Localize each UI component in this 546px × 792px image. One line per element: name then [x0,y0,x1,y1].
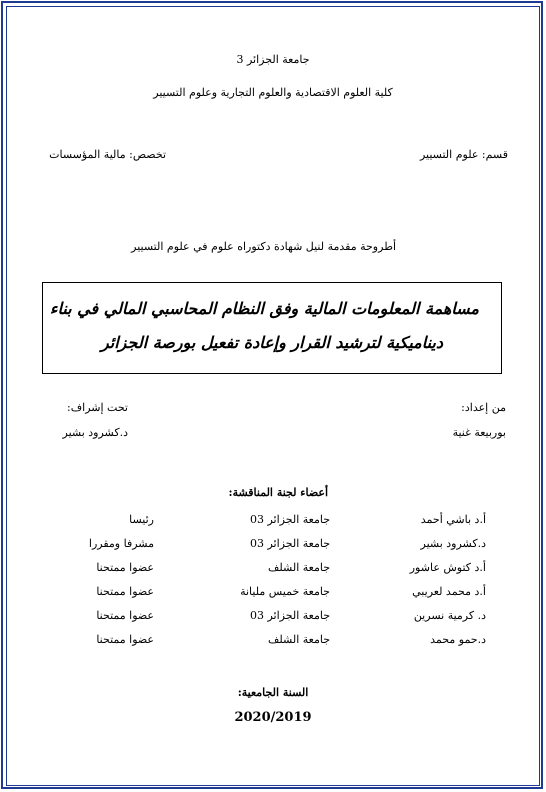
member-role: عضوا ممتحنا [96,609,154,622]
university-name: جامعة الجزائر 3 [236,53,310,66]
thesis-title-line-2: ديناميكية لترشيد القرار وإعادة تفعيل بورصة الجزائر [100,333,443,352]
committee-row [0,561,546,577]
member-name: أ.د محمد لعريبي [412,585,486,598]
committee-row [0,633,546,649]
supervision-label: تحت إشراف: [67,401,128,414]
member-role: رئيسا [129,513,154,526]
member-role: مشرفا ومقررا [88,537,154,550]
thesis-label: أطروحة مقدمة لنيل شهادة دكتوراه علوم في علوم التسيير [131,240,396,253]
thesis-title-box [42,282,502,374]
member-name: د.كشرود بشير [420,537,486,550]
academic-year-value: 2020/2019 [234,710,312,725]
committee-row [0,537,546,553]
thesis-title-line-1: مساهمة المعلومات المالية وفق النظام المحاسبي المالي في بناء [49,299,479,318]
member-university: جامعة الجزائر 03 [249,609,330,622]
member-university: جامعة خميس مليانة [240,585,330,598]
member-university: جامعة الجزائر 03 [249,537,330,550]
academic-year-label: السنة الجامعية: [237,686,309,699]
department-label: قسم: علوم التسيير [419,148,508,161]
supervisor-name: د.كشرود بشير [62,426,128,439]
member-university: جامعة الشلف [268,561,330,574]
committee-row [0,609,546,625]
faculty-name: كلية العلوم الاقتصادية والعلوم التجارية وعلوم التسيير [153,86,393,99]
member-name: أ.د باشي أحمد [420,513,486,526]
member-name: أ.د كتوش عاشور [409,561,486,574]
committee-heading: أعضاء لجنة المناقشة: [228,486,328,499]
member-university: جامعة الجزائر 03 [249,513,330,526]
committee-row [0,513,546,529]
page-border-inner [6,6,540,786]
prepared-by-label: من إعداد: [461,401,506,414]
specialty-label: تخصص: مالية المؤسسات [49,148,166,161]
member-role: عضوا ممتحنا [96,561,154,574]
student-name: بوربيعة غنية [452,426,506,439]
member-name: د. كرمية نسرين [413,609,486,622]
member-role: عضوا ممتحنا [96,585,154,598]
committee-row [0,585,546,601]
member-university: جامعة الشلف [268,633,330,646]
member-role: عضوا ممتحنا [96,633,154,646]
member-name: د.حمو محمد [430,633,486,646]
